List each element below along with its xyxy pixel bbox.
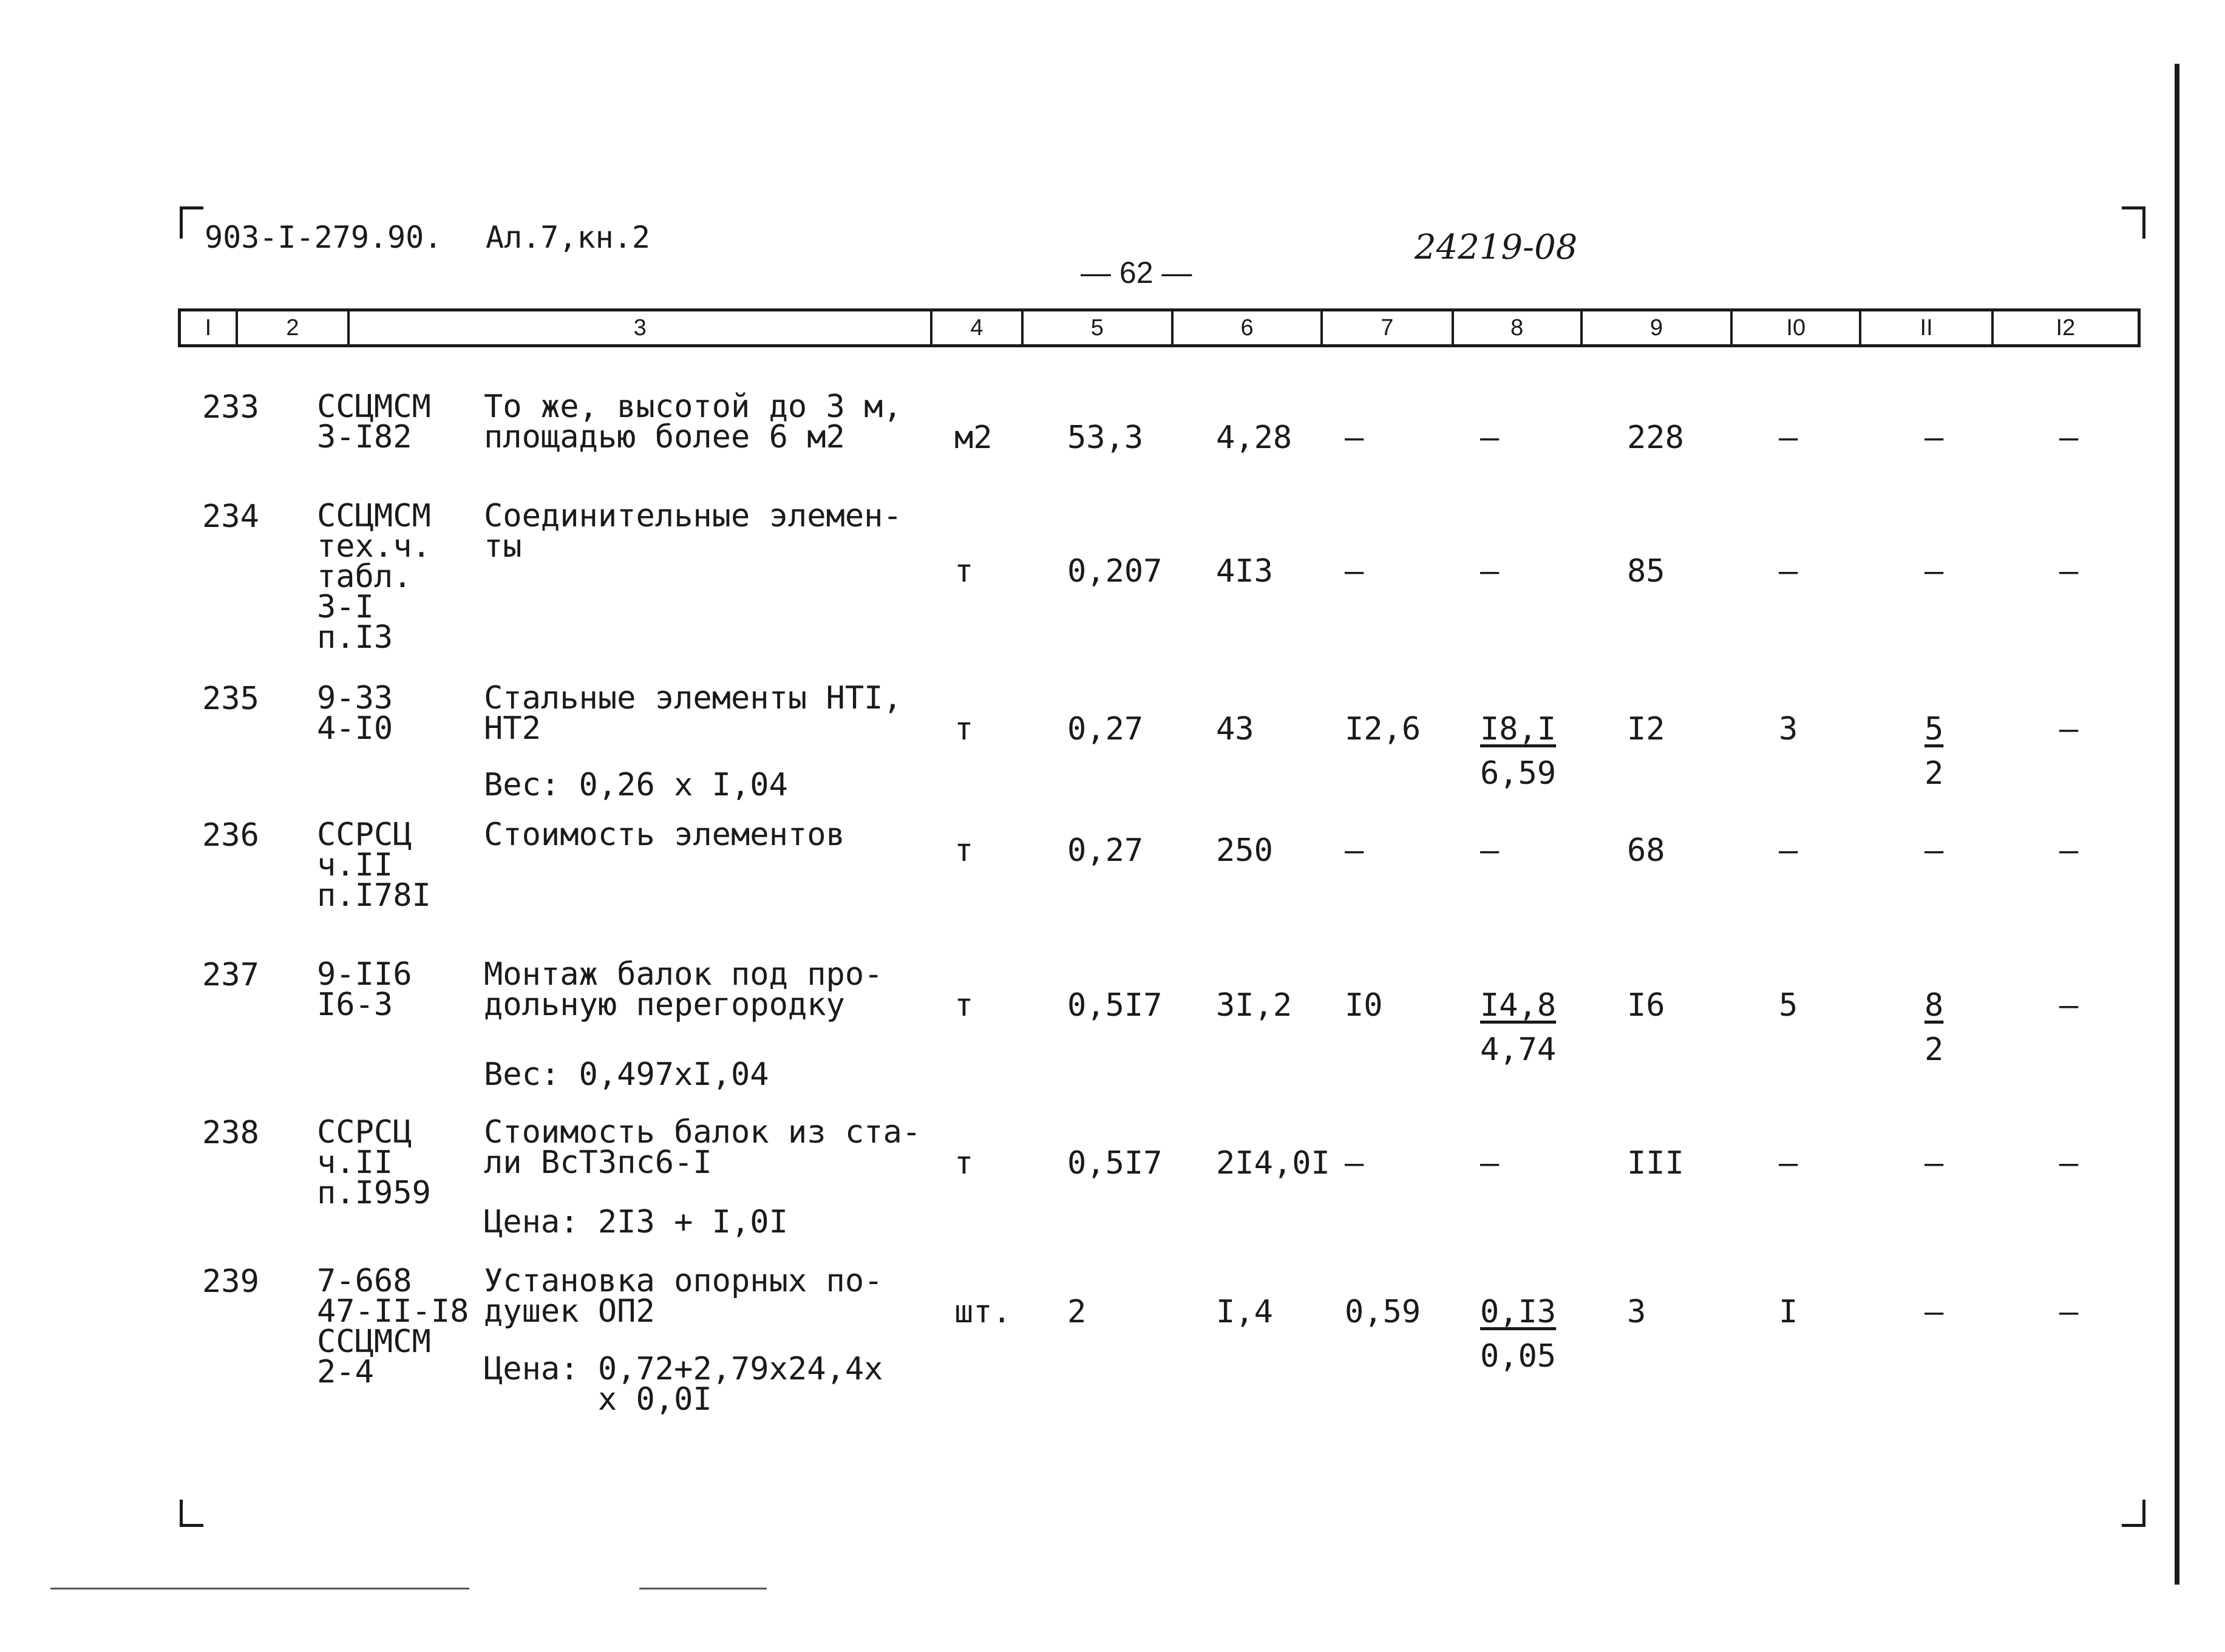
column-11-subvalue: 2 (1924, 755, 1944, 792)
quantity-cell: 0,5I7 (1067, 987, 1163, 1024)
work-description: Стоимость элементов (484, 817, 845, 853)
column-10-cell: – (1779, 832, 1798, 869)
calculation-note: Вес: 0,497хI,04 (484, 1056, 769, 1093)
column-8-cell: I8,I (1480, 711, 1557, 747)
unit-cell: т (954, 832, 974, 869)
row-number: 237 (202, 957, 259, 993)
column-number: 5 (1024, 311, 1174, 344)
row-number: 233 (202, 389, 259, 426)
column-number: 3 (350, 311, 932, 344)
calculation-note: Цена: 0,72+2,79х24,4х х 0,0I (484, 1351, 883, 1418)
column-11-subvalue: 2 (1924, 1032, 1944, 1068)
column-9-cell: 85 (1627, 553, 1665, 590)
work-description: Монтаж балок под про- дольную перегородку (484, 956, 883, 1023)
column-7-cell: – (1345, 420, 1364, 456)
column-7-cell: – (1345, 832, 1364, 869)
work-description: Стоимость балок из ста- ли ВсТ3пс6-I (484, 1114, 922, 1181)
column-9-cell: 3 (1627, 1294, 1646, 1330)
quantity-cell: 0,207 (1067, 553, 1163, 590)
column-12-cell: – (2059, 987, 2079, 1024)
document-code: 903-I-279.90. (205, 220, 443, 255)
rate-code: 7-668 47-II-I8 ССЦМСМ 2-4 (317, 1263, 469, 1390)
quantity-cell: 0,27 (1067, 711, 1144, 747)
column-number: 6 (1174, 311, 1323, 344)
column-number: 7 (1323, 311, 1453, 344)
column-number: I (181, 311, 238, 344)
column-12-cell: – (2059, 1294, 2079, 1330)
rate-code: ССЦМСМ 3-I82 (317, 389, 431, 455)
calculation-note: Вес: 0,26 х I,04 (484, 767, 788, 803)
rate-code: 9-33 4-I0 (317, 680, 393, 747)
column-12-cell: – (2059, 553, 2079, 590)
quantity-cell: 0,27 (1067, 832, 1144, 869)
calculation-note: Цена: 2I3 + I,0I (484, 1204, 788, 1240)
column-7-cell: I0 (1345, 987, 1383, 1024)
work-description: Соединительные элемен- ты (484, 498, 902, 565)
column-number: I0 (1733, 311, 1861, 344)
rate-code: ССЦМСМ тех.ч. табл. 3-I п.I3 (317, 498, 431, 656)
row-number: 234 (202, 498, 259, 535)
column-11-cell: – (1924, 553, 1944, 590)
corner-mark-top-right (2122, 206, 2145, 239)
page-edge-bar (2175, 64, 2179, 1585)
column-10-cell: – (1779, 420, 1798, 456)
column-8-cell: 0,I3 (1480, 1294, 1557, 1330)
column-10-cell: I (1779, 1294, 1798, 1330)
column-11-cell: – (1924, 832, 1944, 869)
corner-mark-bottom-left (180, 1500, 203, 1527)
column-10-cell: – (1779, 1145, 1798, 1181)
column-number: II (1861, 311, 1993, 344)
column-11-cell: 8 (1924, 987, 1944, 1024)
column-10-cell: 5 (1779, 987, 1798, 1024)
work-description: То же, высотой до 3 м, площадью более 6 м2 (484, 389, 902, 455)
scan-line (639, 1588, 767, 1589)
column-7-cell: 0,59 (1345, 1294, 1421, 1330)
album-reference: Ал.7,кн.2 (486, 220, 650, 255)
quantity-cell: 2 (1067, 1294, 1087, 1330)
scan-line (50, 1588, 469, 1589)
unit-price-cell: I,4 (1216, 1294, 1273, 1330)
unit-cell: т (954, 711, 974, 747)
column-12-cell: – (2059, 711, 2079, 747)
unit-cell: т (954, 553, 974, 590)
unit-price-cell: 3I,2 (1216, 987, 1293, 1024)
column-12-cell: – (2059, 420, 2079, 456)
rate-code: 9-II6 I6-3 (317, 956, 412, 1023)
column-7-cell: – (1345, 1145, 1364, 1181)
column-number: 2 (238, 311, 350, 344)
work-description: Стальные элементы НТI, НТ2 (484, 680, 902, 747)
column-number-header (178, 308, 2141, 347)
column-number: 9 (1583, 311, 1733, 344)
rate-code: ССРСЦ ч.II п.I959 (317, 1114, 431, 1211)
unit-price-cell: 2I4,0I (1216, 1145, 1330, 1181)
quantity-cell: 0,5I7 (1067, 1145, 1163, 1181)
unit-cell: т (954, 987, 974, 1024)
unit-cell: шт. (954, 1294, 1011, 1330)
column-8-cell: – (1480, 832, 1500, 869)
column-11-cell: – (1924, 1294, 1944, 1330)
column-11-cell: – (1924, 1145, 1944, 1181)
column-9-cell: III (1627, 1145, 1684, 1181)
column-number: 4 (932, 311, 1024, 344)
column-8-cell: – (1480, 553, 1500, 590)
unit-price-cell: 43 (1216, 711, 1254, 747)
column-12-cell: – (2059, 832, 2079, 869)
column-7-cell: – (1345, 553, 1364, 590)
row-number: 239 (202, 1263, 259, 1300)
column-10-cell: 3 (1779, 711, 1798, 747)
column-9-cell: 68 (1627, 832, 1665, 869)
column-8-subvalue: 6,59 (1480, 755, 1557, 792)
archive-stamp-number: 24219-08 (1415, 228, 1578, 267)
unit-price-cell: 4I3 (1216, 553, 1273, 590)
work-description: Установка опорных по- душек ОП2 (484, 1263, 883, 1330)
column-8-subvalue: 0,05 (1480, 1338, 1557, 1375)
column-8-subvalue: 4,74 (1480, 1032, 1557, 1068)
column-number: 8 (1454, 311, 1583, 344)
column-12-cell: – (2059, 1145, 2079, 1181)
column-number: I2 (2056, 314, 2076, 341)
column-8-cell: – (1480, 1145, 1500, 1181)
row-number: 236 (202, 817, 259, 854)
column-9-cell: 228 (1627, 420, 1684, 456)
quantity-cell: 53,3 (1067, 420, 1144, 456)
column-11-cell: 5 (1924, 711, 1944, 747)
column-7-cell: I2,6 (1345, 711, 1421, 747)
column-9-cell: I6 (1627, 987, 1665, 1024)
column-11-cell: – (1924, 420, 1944, 456)
unit-price-cell: 4,28 (1216, 420, 1293, 456)
unit-cell: м2 (954, 420, 993, 456)
unit-price-cell: 250 (1216, 832, 1273, 869)
column-8-cell: I4,8 (1480, 987, 1557, 1024)
column-8-cell: – (1480, 420, 1500, 456)
unit-cell: т (954, 1145, 974, 1181)
column-9-cell: I2 (1627, 711, 1665, 747)
corner-mark-top-left (180, 206, 203, 239)
corner-mark-bottom-right (2122, 1500, 2145, 1527)
rate-code: ССРСЦ ч.II п.I78I (317, 817, 431, 914)
row-number: 238 (202, 1115, 259, 1151)
page-number: — 62 — (1081, 256, 1192, 290)
row-number: 235 (202, 681, 259, 717)
column-10-cell: – (1779, 553, 1798, 590)
